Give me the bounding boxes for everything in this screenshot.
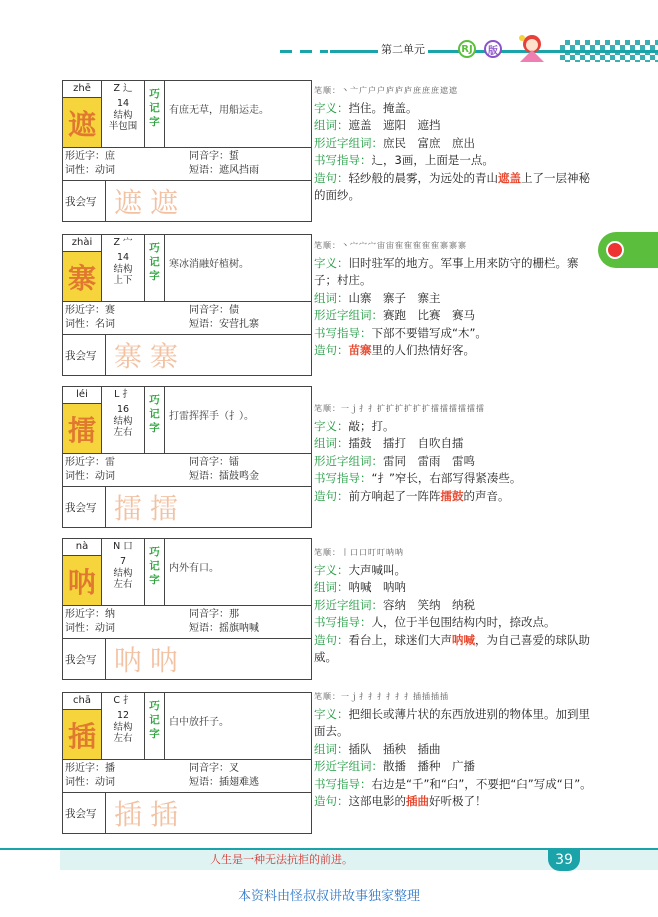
- stroke-order: 笔顺：一ｊ扌扌扌扌扌扌插插插插: [314, 692, 449, 701]
- write-label: 我会写: [63, 335, 106, 375]
- phrase: 短语：遮风挡雨: [189, 165, 259, 176]
- big-char: 寨: [63, 252, 101, 301]
- meaning: 大声喊叫。: [348, 562, 406, 577]
- structure-label: 结构: [113, 722, 133, 733]
- phrase: 短语：插翅难逃: [189, 777, 259, 788]
- part-of-speech: 词性：动词: [65, 471, 115, 482]
- mnemonic-text: 寒冰消融好植树。: [169, 259, 249, 270]
- homophone: 同音字：叉: [189, 763, 239, 774]
- trace-chars: 遮遮: [114, 186, 187, 219]
- big-char: 擂: [63, 404, 101, 453]
- mascot-icon: [606, 241, 624, 259]
- capital-radical: Z 辶: [113, 83, 133, 94]
- pinyin: chā: [63, 693, 101, 710]
- trace-chars: 呐呐: [114, 644, 187, 677]
- homophone: 同音字：蜇: [189, 151, 239, 162]
- pinyin: zhē: [63, 81, 101, 98]
- big-char: 插: [63, 710, 101, 759]
- part-of-speech: 词性：动词: [65, 623, 115, 634]
- word-list: 擂鼓 擂打 自吹自擂: [348, 436, 464, 450]
- capital-radical: Z 宀: [113, 237, 133, 248]
- checker-pattern: [560, 40, 658, 62]
- phrase: 短语：安营扎寨: [189, 319, 259, 330]
- pinyin: léi: [63, 387, 101, 404]
- stroke-order: 笔顺：丨口口叮叮呐呐: [314, 548, 404, 557]
- big-char: 呐: [63, 556, 101, 605]
- char-card: [62, 80, 312, 222]
- similar-words: 雷同 雷雨 雷鸣: [383, 453, 475, 468]
- similar-char: 形近字：赛: [65, 305, 115, 316]
- pinyin: nà: [63, 539, 101, 556]
- header-dash: [320, 50, 328, 53]
- writing-guide: “扌”窄长，右部写得紧凑些。: [371, 471, 522, 485]
- char-detail: 笔顺：丨口口叮叮呐呐 字义：大声喊叫。 组词：呐喊 呐呐 形近字组词：容纳 笑纳 纳税 书写指导：人，位于半包围结构内时，捺改点。 造句：看台上，球迷们大声呐喊，为自己喜爱的球队助威。: [314, 544, 599, 667]
- word-list: 呐喊 呐呐: [348, 580, 406, 594]
- structure-label: 结构: [113, 568, 133, 579]
- char-card: [62, 692, 312, 834]
- similar-char: 形近字：雷: [65, 457, 115, 468]
- cartoon-girl-icon: [512, 30, 552, 64]
- trace-chars: 擂擂: [114, 492, 187, 525]
- stroke-order: 笔顺：丶亠广户户庐庐庐庶庶庶遮遮: [314, 86, 458, 95]
- stroke-count: 14: [116, 98, 130, 109]
- structure-value: 半包围: [108, 121, 138, 132]
- edition-badge-rj: RJ: [458, 40, 476, 58]
- structure-label: 结构: [113, 416, 133, 427]
- similar-words: 庶民 富庶 庶出: [383, 135, 475, 150]
- capital-radical: L 扌: [114, 389, 132, 400]
- homophone: 同音字：债: [189, 305, 239, 316]
- trace-chars: 寨寨: [114, 340, 187, 373]
- mnemonic-tag: 巧 记 字: [145, 235, 165, 301]
- stroke-count: 16: [116, 404, 130, 415]
- capital-radical: N 口: [113, 541, 133, 552]
- structure-value: 上下: [113, 275, 133, 286]
- structure-value: 左右: [113, 579, 133, 590]
- structure-label: 结构: [113, 264, 133, 275]
- highlight-word: 遮盖: [498, 170, 521, 185]
- highlight-word: 苗寨: [348, 343, 372, 357]
- header-dash: [280, 50, 292, 53]
- homophone: 同音字：那: [189, 609, 239, 620]
- meaning: 挡住。掩盖。: [348, 100, 418, 115]
- mnemonic-text: 白中放扦子。: [169, 717, 229, 728]
- similar-char: 形近字：庶: [65, 151, 115, 162]
- part-of-speech: 词性：动词: [65, 777, 115, 788]
- structure-label: 结构: [113, 110, 133, 121]
- phrase: 短语：擂鼓鸣金: [189, 471, 259, 482]
- similar-char: 形近字：播: [65, 763, 115, 774]
- stroke-count: 12: [116, 710, 130, 721]
- mnemonic-tag: 巧 记 字: [145, 539, 165, 605]
- homophone: 同音字：镭: [189, 457, 239, 468]
- big-char: 遮: [63, 98, 101, 147]
- writing-guide: 下部不要错写成“木”。: [371, 325, 487, 340]
- mnemonic-tag: 巧 记 字: [145, 81, 165, 147]
- capital-radical: C 扌: [113, 695, 133, 706]
- mnemonic-tag: 巧 记 字: [145, 387, 165, 453]
- char-detail: 笔顺：一ｊ扌扌扩扩扩扩扩扩擂擂擂擂擂擂 字义：敲；打。 组词：擂鼓 擂打 自吹自擂 形近字组词：雷同 雷雨 雷鸣 书写指导：“扌”窄长，右部写得紧凑些。 造句：前方响起了一阵阵擂鼓的声音。: [314, 400, 599, 505]
- similar-words: 容纳 笑纳 纳税: [383, 597, 475, 612]
- meaning: 旧时驻军的地方。军事上用来防守的栅栏。寨子；村庄。: [314, 255, 579, 287]
- footer-motto: 人生是一种无法抗拒的前进。: [210, 853, 353, 866]
- similar-words: 赛跑 比赛 赛马: [383, 308, 475, 322]
- highlight-word: 擂鼓: [440, 488, 464, 503]
- similar-words: 散播 播种 广播: [383, 759, 475, 773]
- char-card: [62, 538, 312, 680]
- write-label: 我会写: [63, 181, 106, 221]
- part-of-speech: 词性：动词: [65, 165, 115, 176]
- char-detail: 笔顺：一ｊ扌扌扌扌扌扌插插插插 字义：把细长或薄片状的东西放进别的物体里。加到里面去。 组词：插队 插秧 插曲 形近字组词：散播 播种 广播 书写指导：右边是“千”和“臼”，不要把“臼”写成“日”。 造句：这部电影的插曲好听极了！: [314, 688, 599, 811]
- phrase: 短语：摇旗呐喊: [189, 623, 259, 634]
- write-label: 我会写: [63, 487, 106, 527]
- char-card: [62, 234, 312, 376]
- mnemonic-text: 内外有口。: [169, 563, 219, 574]
- stroke-count: 7: [119, 556, 127, 567]
- char-detail: 笔顺：丶亠广户户庐庐庐庶庶庶遮遮 字义：挡住。掩盖。 组词：遮盖 遮阳 遮挡 形近字组词：庶民 富庶 庶出 书写指导：辶，3画，上面是一点。 造句：轻纱般的晨雾，为远处的青山遮盖上了一层神秘的面纱。: [314, 82, 599, 205]
- similar-char: 形近字：纳: [65, 609, 115, 620]
- page-number: 39: [548, 849, 580, 871]
- structure-value: 左右: [113, 427, 133, 438]
- unit-title: 第二单元: [378, 41, 428, 57]
- mnemonic-text: 有庶无草，用船运走。: [169, 105, 269, 116]
- source-credit: 本资料由怪叔叔讲故事独家整理: [237, 889, 420, 904]
- header-dash: [300, 50, 312, 53]
- writing-guide: 右边是“千”和“臼”，不要把“臼”写成“日”。: [371, 776, 592, 791]
- writing-guide: 辶，3画，上面是一点。: [371, 153, 494, 167]
- structure-value: 左右: [113, 733, 133, 744]
- word-list: 插队 插秧 插曲: [348, 741, 441, 756]
- word-list: 遮盖 遮阳 遮挡: [348, 118, 441, 132]
- part-of-speech: 词性：名词: [65, 319, 115, 330]
- meaning: 把细长或薄片状的东西放进别的物体里。加到里面去。: [314, 706, 590, 738]
- char-detail: 笔顺：丶宀宀宀宙宙寉寉寉寉寉寨寨寨 字义：旧时驻军的地方。军事上用来防守的栅栏。寨子；村庄。 组词：山寨 寨子 寨主 形近字组词：赛跑 比赛 赛马 书写指导：下部不要错写成“木”。 造句：苗寨里的人们热情好客。: [314, 237, 599, 360]
- writing-guide: 人，位于半包围结构内时，捺改点。: [371, 615, 556, 629]
- stroke-count: 14: [116, 252, 130, 263]
- char-card: [62, 386, 312, 528]
- write-label: 我会写: [63, 793, 106, 833]
- word-list: 山寨 寨子 寨主: [348, 290, 441, 305]
- stroke-order: 笔顺：一ｊ扌扌扩扩扩扩扩扩擂擂擂擂擂擂: [314, 404, 485, 413]
- highlight-word: 插曲: [406, 794, 429, 808]
- mnemonic-tag: 巧 记 字: [145, 693, 165, 759]
- edition-badge-ban: 版: [484, 40, 502, 58]
- trace-chars: 插插: [114, 798, 187, 831]
- mnemonic-text: 打雷挥挥手（扌）。: [169, 411, 254, 422]
- write-label: 我会写: [63, 639, 106, 679]
- meaning: 敲；打。: [348, 418, 395, 433]
- highlight-word: 呐喊: [452, 632, 475, 647]
- stroke-order: 笔顺：丶宀宀宀宙宙寉寉寉寉寉寨寨寨: [314, 241, 467, 250]
- pinyin: zhài: [63, 235, 101, 252]
